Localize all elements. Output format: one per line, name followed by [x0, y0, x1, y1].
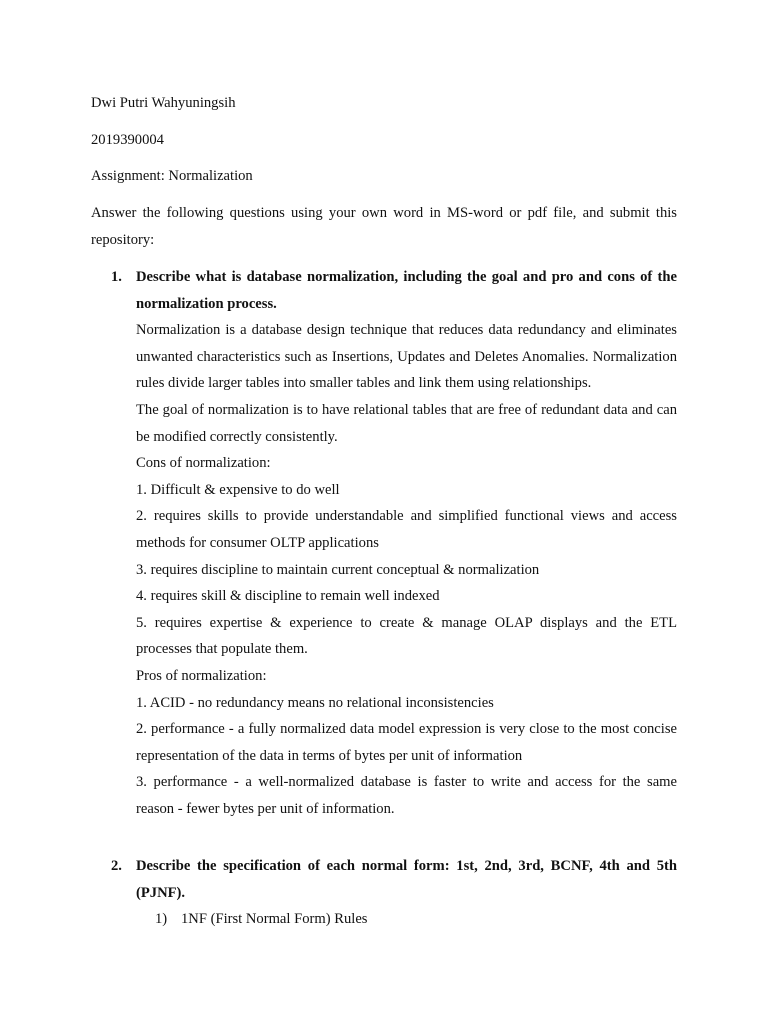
- question-2-number: 2.: [111, 858, 122, 874]
- pros-item: 3. performance - a well-normalized database is faster to write and access for the same reason - fewer bytes per unit of information.: [136, 774, 677, 817]
- cons-item: 4. requires skill & discipline to remain well indexed: [136, 588, 440, 605]
- sub-item-number: 1): [155, 911, 168, 927]
- pros-item: 1. ACID - no redundancy means no relational inconsistencies: [136, 694, 494, 711]
- pros-item: 2. performance - a fully normalized data model expression is very close to the most concise representation of the data in terms of bytes per unit of information: [136, 721, 677, 764]
- question-2-title: Describe the specification of each normal form: 1st, 2nd, 3rd, BCNF, 4th and 5th (PJNF).: [136, 858, 677, 901]
- cons-item: 3. requires discipline to maintain current conceptual & normalization: [136, 561, 540, 578]
- question-1-title: Describe what is database normalization, including the goal and pro and cons of the normalization process.: [136, 269, 677, 312]
- assignment-title: Assignment: Normalization: [91, 168, 253, 184]
- cons-item: 5. requires expertise & experience to create & manage OLAP displays and the ETL processes that populate them.: [136, 614, 677, 658]
- cons-heading: Cons of normalization:: [136, 455, 271, 472]
- question-2: [111, 853, 677, 906]
- question-1-number: 1.: [111, 269, 122, 285]
- author-name: Dwi Putri Wahyuningsih: [91, 95, 236, 111]
- question-1: [111, 264, 677, 822]
- sub-item-text: 1NF (First Normal Form) Rules: [181, 911, 368, 927]
- answer-paragraph: Normalization is a database design technique that reduces data redundancy and eliminates unwanted characteristics such as Insertions, Updates and Deletes Anomalies. Normalization rules divide larger tables into smaller tables and link them using relationships.: [136, 322, 677, 392]
- cons-item: 2. requires skills to provide understandable and simplified functional views and access methods for consumer OLTP applications: [136, 508, 677, 551]
- cons-item: 1. Difficult & expensive to do well: [136, 481, 340, 498]
- pros-heading: Pros of normalization:: [136, 667, 267, 684]
- sub-item: [155, 906, 367, 933]
- answer-paragraph: The goal of normalization is to have relational tables that are free of redundant data and can be modified correctly consistently.: [136, 401, 677, 445]
- student-id: 2019390004: [91, 132, 164, 148]
- intro-paragraph: Answer the following questions using your own word in MS-word or pdf file, and submit this repository:: [91, 205, 677, 248]
